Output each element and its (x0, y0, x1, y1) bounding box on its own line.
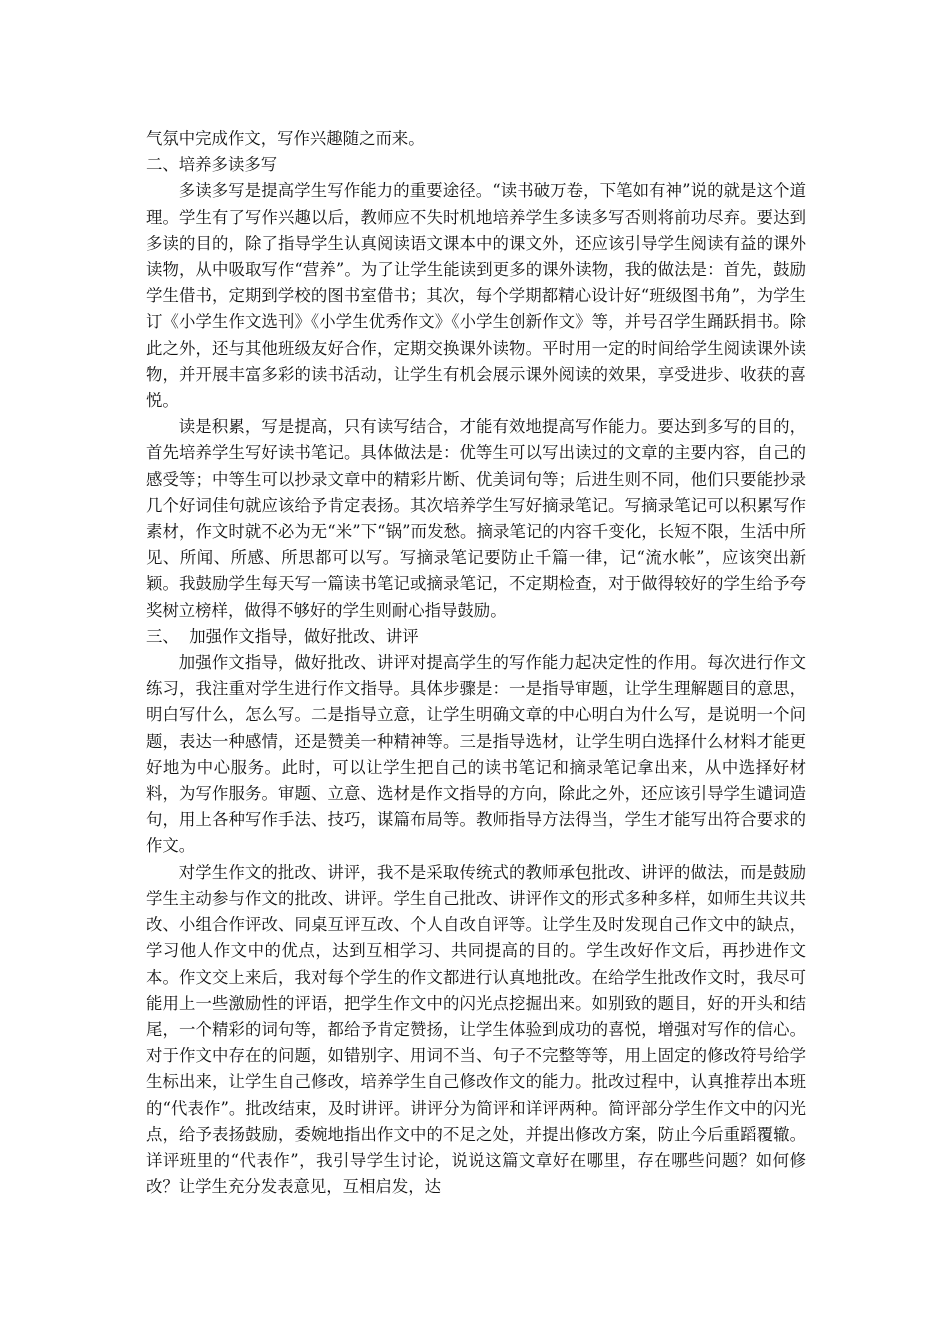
section-heading-3: 三、 加强作文指导，做好批改、讲评 (146, 626, 419, 646)
paragraph: 多读多写是提高学生写作能力的重要途径。“读书破万卷，下笔如有神”说的就是这个道理。学生有了写作兴趣以后，教师应不失时机地培养学生多读多写否则将前功尽弃。要达到多读的目的，除了指导学生认真阅读语文课本中的课文外，还应该引导学生阅读有益的课外读物，从中吸取写作“营养”。为了让学生能读到更多的课外读物，我的做法是：首先，鼓励学生借书，定期到学校的图书室借书；其次，每个学期都精心设计好“班级图书角”，为学生订《小学生作文选刊》《小学生优秀作文》《小学生创新作文》等，并号召学生踊跃捐书。除此之外，还与其他班级友好合作，定期交换课外读物。平时用一定的时间给学生阅读课外读物，并开展丰富多彩的读书活动，让学生有机会展示课外阅读的效果，享受进步、收获的喜悦。 (146, 181, 806, 411)
paragraph: 对学生作文的批改、讲评，我不是采取传统式的教师承包批改、讲评的做法，而是鼓励学生主动参与作文的批改、讲评。学生自己批改、讲评作文的形式多种多样，如师生共议共改、小组合作评改、同桌互评互改、个人自改自评等。让学生及时发现自己作文中的缺点，学习他人作文中的优点，达到互相学习、共同提高的目的。学生改好作文后，再抄进作文本。作文交上来后，我对每个学生的作文都进行认真地批改。在给学生批改作文时，我尽可能用上一些激励性的评语，把学生作文中的闪光点挖掘出来。如别致的题目，好的开头和结尾，一个精彩的词句等，都给予肯定赞扬，让学生体验到成功的喜悦，增强对写作的信心。对于作文中存在的问题，如错别字、用词不当、句子不完整等等，用上固定的修改符号给学生标出来，让学生自己修改，培养学生自己修改作文的能力。批改过程中，认真推荐出本班的“代表作”。批改结束，及时讲评。讲评分为简评和详评两种。简评部分学生作文中的闪光点，给予表扬鼓励，委婉地指出作文中的不足之处，并提出修改方案，防止今后重蹈覆辙。详评班里的“代表作”，我引导学生讨论，说说这篇文章好在哪里，存在哪些问题？如何修改？让学生充分发表意见，互相启发，达 (146, 862, 806, 1197)
document-page (146, 126, 806, 1200)
section-heading-2: 二、培养多读多写 (146, 155, 278, 175)
continuation-text: 气氛中完成作文，写作兴趣随之而来。 (146, 129, 425, 148)
paragraph: 读是积累，写是提高，只有读写结合，才能有效地提高写作能力。要达到多写的目的，首先培养学生写好读书笔记。具体做法是：优等生可以写出读过的文章的主要内容，自己的感受等；中等生可以抄录文章中的精彩片断、优美词句等；后进生则不同，他们只要能抄录几个好词佳句就应该给予肯定表扬。其次培养学生写好摘录笔记。写摘录笔记可以积累写作素材，作文时就不必为无“米”下“锅”而发愁。摘录笔记的内容千变化，长短不限，生活中所见、所闻、所感、所思都可以写。写摘录笔记要防止千篇一律，记“流水帐”，应该突出新颖。我鼓励学生每天写一篇读书笔记或摘录笔记，不定期检查，对于做得较好的学生给予夸奖树立榜样，做得不够好的学生则耐心指导鼓励。 (146, 417, 806, 620)
paragraph: 加强作文指导，做好批改、讲评对提高学生的写作能力起决定性的作用。每次进行作文练习，我注重对学生进行作文指导。具体步骤是：一是指导审题，让学生理解题目的意思，明白写什么，怎么写。二是指导立意，让学生明确文章的中心明白为什么写，是说明一个问题，表达一种感情，还是赞美一种精神等。三是指导选材，让学生明白选择什么材料才能更好地为中心服务。此时，可以让学生把自己的读书笔记和摘录笔记拿出来，从中选择好材料，为写作服务。审题、立意、选材是作文指导的方向，除此之外，还应该引导学生谴词造句，用上各种写作手法、技巧，谋篇布局等。教师指导方法得当，学生才能写出符合要求的作文。 (146, 653, 806, 856)
